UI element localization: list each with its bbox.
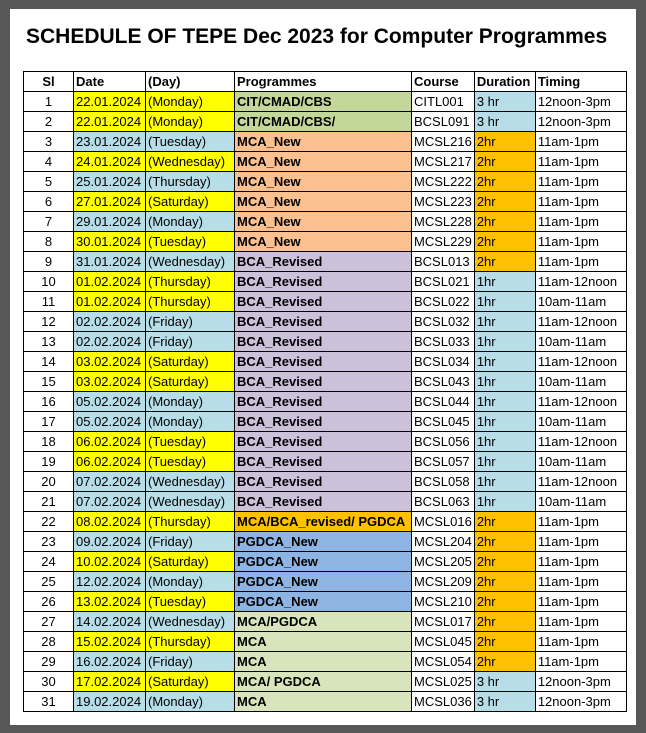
cell-timing[interactable]: 11am-1pm [535, 612, 626, 632]
cell-sl[interactable]: 2 [24, 112, 74, 132]
cell-sl[interactable]: 13 [24, 332, 74, 352]
table-row [24, 632, 627, 652]
cell-day[interactable]: (Wednesday) [146, 152, 235, 172]
cell-sl[interactable]: 22 [24, 512, 74, 532]
cell-course[interactable]: BCSL033 [412, 332, 475, 352]
cell-day[interactable]: (Thursday) [146, 272, 235, 292]
table-row [24, 92, 627, 112]
cell-timing[interactable]: 12noon-3pm [535, 692, 626, 712]
cell-day[interactable]: (Tuesday) [146, 132, 235, 152]
cell-programme[interactable]: BCA_Revised [235, 372, 412, 392]
cell-programme[interactable]: CIT/CMAD/CBS/ [235, 112, 412, 132]
cell-sl[interactable]: 7 [24, 212, 74, 232]
cell-course[interactable]: BCSL057 [412, 452, 475, 472]
cell-date[interactable]: 01.02.2024 [74, 292, 146, 312]
cell-day[interactable]: (Saturday) [146, 372, 235, 392]
cell-date[interactable]: 12.02.2024 [74, 572, 146, 592]
table-row [24, 272, 627, 292]
cell-timing[interactable]: 11am-1pm [535, 192, 626, 212]
cell-timing[interactable]: 12noon-3pm [535, 672, 626, 692]
table-row [24, 412, 627, 432]
cell-duration[interactable]: 2hr [474, 152, 535, 172]
page-title: SCHEDULE OF TEPE Dec 2023 for Computer Programmes [26, 25, 608, 48]
cell-day[interactable]: (Monday) [146, 412, 235, 432]
cell-timing[interactable]: 11am-1pm [535, 572, 626, 592]
cell-date[interactable]: 02.02.2024 [74, 312, 146, 332]
header-sl: Sl [24, 72, 74, 92]
table-row [24, 552, 627, 572]
cell-sl[interactable]: 31 [24, 692, 74, 712]
cell-sl[interactable]: 1 [24, 92, 74, 112]
cell-day[interactable]: (Monday) [146, 572, 235, 592]
cell-day[interactable]: (Saturday) [146, 192, 235, 212]
cell-programme[interactable]: MCA_New [235, 192, 412, 212]
cell-day[interactable]: (Monday) [146, 112, 235, 132]
cell-programme[interactable]: BCA_Revised [235, 452, 412, 472]
cell-timing[interactable]: 10am-11am [535, 372, 626, 392]
cell-sl[interactable]: 29 [24, 652, 74, 672]
cell-duration[interactable]: 1hr [474, 392, 535, 412]
cell-duration[interactable]: 2hr [474, 612, 535, 632]
header-day: (Day) [146, 72, 235, 92]
cell-duration[interactable]: 1hr [474, 372, 535, 392]
cell-course[interactable]: BCSL091 [412, 112, 475, 132]
cell-duration[interactable]: 1hr [474, 292, 535, 312]
table-row [24, 312, 627, 332]
table-row [24, 652, 627, 672]
cell-date[interactable]: 06.02.2024 [74, 432, 146, 452]
table-row [24, 452, 627, 472]
cell-duration[interactable]: 2hr [474, 232, 535, 252]
cell-sl[interactable]: 4 [24, 152, 74, 172]
cell-sl[interactable]: 18 [24, 432, 74, 452]
cell-day[interactable]: (Friday) [146, 312, 235, 332]
cell-course[interactable]: MCSL017 [412, 612, 475, 632]
cell-course[interactable]: MCSL205 [412, 552, 475, 572]
cell-sl[interactable]: 15 [24, 372, 74, 392]
cell-sl[interactable]: 9 [24, 252, 74, 272]
cell-day[interactable]: (Wednesday) [146, 492, 235, 512]
cell-duration[interactable]: 3 hr [474, 692, 535, 712]
cell-duration[interactable]: 1hr [474, 492, 535, 512]
cell-programme[interactable]: MCA/PGDCA [235, 612, 412, 632]
table-row [24, 692, 627, 712]
cell-course[interactable]: BCSL022 [412, 292, 475, 312]
cell-course[interactable]: CITL001 [412, 92, 475, 112]
cell-date[interactable]: 22.01.2024 [74, 92, 146, 112]
cell-timing[interactable]: 11am-12noon [535, 312, 626, 332]
cell-day[interactable]: (Thursday) [146, 292, 235, 312]
cell-course[interactable]: MCSL223 [412, 192, 475, 212]
cell-course[interactable]: MCSL045 [412, 632, 475, 652]
table-body [24, 92, 627, 712]
cell-course[interactable]: BCSL013 [412, 252, 475, 272]
cell-sl[interactable]: 3 [24, 132, 74, 152]
cell-day[interactable]: (Friday) [146, 532, 235, 552]
cell-date[interactable]: 07.02.2024 [74, 492, 146, 512]
cell-date[interactable]: 03.02.2024 [74, 372, 146, 392]
cell-day[interactable]: (Wednesday) [146, 252, 235, 272]
cell-programme[interactable]: BCA_Revised [235, 432, 412, 452]
table-row [24, 112, 627, 132]
header-course: Course [412, 72, 475, 92]
cell-sl[interactable]: 19 [24, 452, 74, 472]
cell-day[interactable]: (Thursday) [146, 172, 235, 192]
cell-day[interactable]: (Wednesday) [146, 472, 235, 492]
table-row [24, 492, 627, 512]
table-row [24, 292, 627, 312]
cell-day[interactable]: (Monday) [146, 692, 235, 712]
cell-timing[interactable]: 12noon-3pm [535, 92, 626, 112]
cell-course[interactable]: BCSL032 [412, 312, 475, 332]
cell-timing[interactable]: 11am-12noon [535, 472, 626, 492]
cell-date[interactable]: 30.01.2024 [74, 232, 146, 252]
cell-date[interactable]: 05.02.2024 [74, 412, 146, 432]
cell-sl[interactable]: 6 [24, 192, 74, 212]
cell-date[interactable]: 31.01.2024 [74, 252, 146, 272]
table-row [24, 392, 627, 412]
cell-duration[interactable]: 2hr [474, 212, 535, 232]
cell-date[interactable]: 19.02.2024 [74, 692, 146, 712]
cell-day[interactable]: (Saturday) [146, 672, 235, 692]
cell-course[interactable]: MCSL209 [412, 572, 475, 592]
cell-course[interactable]: MCSL228 [412, 212, 475, 232]
cell-timing[interactable]: 11am-12noon [535, 352, 626, 372]
cell-timing[interactable]: 11am-1pm [535, 632, 626, 652]
cell-duration[interactable]: 3 hr [474, 112, 535, 132]
cell-timing[interactable]: 11am-1pm [535, 532, 626, 552]
table-row [24, 172, 627, 192]
table-row [24, 592, 627, 612]
table-row [24, 372, 627, 392]
table-row [24, 472, 627, 492]
cell-course[interactable]: BCSL056 [412, 432, 475, 452]
cell-duration[interactable]: 1hr [474, 332, 535, 352]
cell-sl[interactable]: 21 [24, 492, 74, 512]
cell-date[interactable]: 10.02.2024 [74, 552, 146, 572]
cell-programme[interactable]: BCA_Revised [235, 412, 412, 432]
cell-date[interactable]: 24.01.2024 [74, 152, 146, 172]
cell-programme[interactable]: MCA/BCA_revised/ PGDCA [235, 512, 412, 532]
cell-programme[interactable]: MCA_New [235, 132, 412, 152]
cell-course[interactable]: BCSL044 [412, 392, 475, 412]
cell-programme[interactable]: BCA_Revised [235, 332, 412, 352]
cell-programme[interactable]: BCA_Revised [235, 492, 412, 512]
cell-timing[interactable]: 11am-1pm [535, 592, 626, 612]
cell-timing[interactable]: 11am-1pm [535, 512, 626, 532]
table-row [24, 132, 627, 152]
cell-timing[interactable]: 10am-11am [535, 492, 626, 512]
table-row [24, 232, 627, 252]
cell-day[interactable]: (Tuesday) [146, 232, 235, 252]
cell-sl[interactable]: 17 [24, 412, 74, 432]
cell-date[interactable]: 03.02.2024 [74, 352, 146, 372]
table-row [24, 152, 627, 172]
cell-programme[interactable]: PGDCA_New [235, 532, 412, 552]
cell-duration[interactable]: 1hr [474, 352, 535, 372]
cell-sl[interactable]: 11 [24, 292, 74, 312]
cell-sl[interactable]: 23 [24, 532, 74, 552]
table-row [24, 252, 627, 272]
cell-date[interactable]: 15.02.2024 [74, 632, 146, 652]
cell-sl[interactable]: 12 [24, 312, 74, 332]
cell-programme[interactable]: BCA_Revised [235, 392, 412, 412]
cell-timing[interactable]: 11am-12noon [535, 432, 626, 452]
cell-duration[interactable]: 2hr [474, 172, 535, 192]
spreadsheet-sheet [10, 9, 636, 725]
cell-duration[interactable]: 1hr [474, 412, 535, 432]
cell-duration[interactable]: 2hr [474, 512, 535, 532]
cell-date[interactable]: 02.02.2024 [74, 332, 146, 352]
table-row [24, 332, 627, 352]
table-row [24, 432, 627, 452]
cell-course[interactable]: BCSL058 [412, 472, 475, 492]
cell-duration[interactable]: 1hr [474, 432, 535, 452]
header-date: Date [74, 72, 146, 92]
cell-programme[interactable]: BCA_Revised [235, 472, 412, 492]
cell-sl[interactable]: 25 [24, 572, 74, 592]
cell-programme[interactable]: MCA/ PGDCA [235, 672, 412, 692]
cell-sl[interactable]: 27 [24, 612, 74, 632]
cell-course[interactable]: BCSL021 [412, 272, 475, 292]
cell-sl[interactable]: 14 [24, 352, 74, 372]
table-row [24, 572, 627, 592]
cell-course[interactable]: MCSL210 [412, 592, 475, 612]
cell-sl[interactable]: 26 [24, 592, 74, 612]
cell-course[interactable]: BCSL063 [412, 492, 475, 512]
cell-timing[interactable]: 11am-1pm [535, 652, 626, 672]
cell-date[interactable]: 06.02.2024 [74, 452, 146, 472]
cell-course[interactable]: BCSL045 [412, 412, 475, 432]
cell-day[interactable]: (Friday) [146, 652, 235, 672]
cell-course[interactable]: MCSL217 [412, 152, 475, 172]
cell-day[interactable]: (Saturday) [146, 352, 235, 372]
cell-duration[interactable]: 1hr [474, 452, 535, 472]
cell-programme[interactable]: BCA_Revised [235, 272, 412, 292]
cell-timing[interactable]: 11am-1pm [535, 172, 626, 192]
cell-course[interactable]: MCSL025 [412, 672, 475, 692]
cell-duration[interactable]: 2hr [474, 532, 535, 552]
cell-date[interactable]: 16.02.2024 [74, 652, 146, 672]
cell-programme[interactable]: MCA [235, 692, 412, 712]
cell-programme[interactable]: MCA_New [235, 232, 412, 252]
cell-day[interactable]: (Friday) [146, 332, 235, 352]
cell-timing[interactable]: 10am-11am [535, 412, 626, 432]
cell-duration[interactable]: 1hr [474, 272, 535, 292]
cell-course[interactable]: MCSL054 [412, 652, 475, 672]
cell-course[interactable]: MCSL222 [412, 172, 475, 192]
cell-day[interactable]: (Monday) [146, 92, 235, 112]
cell-date[interactable]: 05.02.2024 [74, 392, 146, 412]
cell-programme[interactable]: BCA_Revised [235, 252, 412, 272]
cell-timing[interactable]: 11am-1pm [535, 132, 626, 152]
cell-date[interactable]: 27.01.2024 [74, 192, 146, 212]
cell-programme[interactable]: PGDCA_New [235, 592, 412, 612]
cell-date[interactable]: 22.01.2024 [74, 112, 146, 132]
cell-duration[interactable]: 2hr [474, 592, 535, 612]
cell-course[interactable]: MCSL216 [412, 132, 475, 152]
cell-sl[interactable]: 30 [24, 672, 74, 692]
table-row [24, 212, 627, 232]
cell-day[interactable]: (Monday) [146, 212, 235, 232]
cell-sl[interactable]: 8 [24, 232, 74, 252]
cell-duration[interactable]: 2hr [474, 552, 535, 572]
cell-date[interactable]: 14.02.2024 [74, 612, 146, 632]
cell-programme[interactable]: CIT/CMAD/CBS [235, 92, 412, 112]
cell-programme[interactable]: PGDCA_New [235, 572, 412, 592]
cell-date[interactable]: 17.02.2024 [74, 672, 146, 692]
cell-date[interactable]: 29.01.2024 [74, 212, 146, 232]
cell-day[interactable]: (Tuesday) [146, 432, 235, 452]
cell-day[interactable]: (Monday) [146, 392, 235, 412]
cell-course[interactable]: MCSL229 [412, 232, 475, 252]
table-row [24, 532, 627, 552]
cell-timing[interactable]: 11am-1pm [535, 232, 626, 252]
cell-duration[interactable]: 2hr [474, 632, 535, 652]
cell-sl[interactable]: 5 [24, 172, 74, 192]
cell-timing[interactable]: 11am-1pm [535, 212, 626, 232]
table-row [24, 612, 627, 632]
cell-duration[interactable]: 3 hr [474, 92, 535, 112]
cell-course[interactable]: MCSL204 [412, 532, 475, 552]
cell-timing[interactable]: 10am-11am [535, 332, 626, 352]
table-row [24, 192, 627, 212]
table-row [24, 672, 627, 692]
cell-programme[interactable]: MCA [235, 652, 412, 672]
cell-day[interactable]: (Tuesday) [146, 452, 235, 472]
cell-timing[interactable]: 12noon-3pm [535, 112, 626, 132]
cell-day[interactable]: (Thursday) [146, 632, 235, 652]
cell-timing[interactable]: 10am-11am [535, 292, 626, 312]
cell-duration[interactable]: 2hr [474, 192, 535, 212]
cell-sl[interactable]: 16 [24, 392, 74, 412]
table-row [24, 352, 627, 372]
cell-date[interactable]: 13.02.2024 [74, 592, 146, 612]
cell-duration[interactable]: 2hr [474, 132, 535, 152]
cell-date[interactable]: 08.02.2024 [74, 512, 146, 532]
cell-duration[interactable]: 2hr [474, 652, 535, 672]
cell-course[interactable]: MCSL036 [412, 692, 475, 712]
cell-duration[interactable]: 2hr [474, 572, 535, 592]
cell-timing[interactable]: 11am-12noon [535, 272, 626, 292]
cell-day[interactable]: (Tuesday) [146, 592, 235, 612]
cell-day[interactable]: (Wednesday) [146, 612, 235, 632]
cell-timing[interactable]: 11am-1pm [535, 552, 626, 572]
cell-duration[interactable]: 3 hr [474, 672, 535, 692]
cell-date[interactable]: 23.01.2024 [74, 132, 146, 152]
cell-programme[interactable]: MCA_New [235, 152, 412, 172]
cell-day[interactable]: (Thursday) [146, 512, 235, 532]
header-row [24, 72, 627, 92]
cell-timing[interactable]: 11am-1pm [535, 152, 626, 172]
header-timing: Timing [535, 72, 626, 92]
cell-timing[interactable]: 10am-11am [535, 452, 626, 472]
table-row [24, 512, 627, 532]
cell-timing[interactable]: 11am-1pm [535, 252, 626, 272]
cell-sl[interactable]: 24 [24, 552, 74, 572]
cell-programme[interactable]: BCA_Revised [235, 312, 412, 332]
cell-course[interactable]: BCSL043 [412, 372, 475, 392]
cell-date[interactable]: 01.02.2024 [74, 272, 146, 292]
cell-timing[interactable]: 11am-12noon [535, 392, 626, 412]
cell-programme[interactable]: BCA_Revised [235, 292, 412, 312]
cell-date[interactable]: 25.01.2024 [74, 172, 146, 192]
cell-date[interactable]: 07.02.2024 [74, 472, 146, 492]
cell-duration[interactable]: 1hr [474, 312, 535, 332]
cell-programme[interactable]: BCA_Revised [235, 352, 412, 372]
header-programmes: Programmes [235, 72, 412, 92]
cell-programme[interactable]: MCA [235, 632, 412, 652]
cell-sl[interactable]: 10 [24, 272, 74, 292]
header-duration: Duration [474, 72, 535, 92]
cell-duration[interactable]: 2hr [474, 252, 535, 272]
cell-programme[interactable]: PGDCA_New [235, 552, 412, 572]
cell-duration[interactable]: 1hr [474, 472, 535, 492]
cell-course[interactable]: MCSL016 [412, 512, 475, 532]
cell-day[interactable]: (Saturday) [146, 552, 235, 572]
cell-sl[interactable]: 28 [24, 632, 74, 652]
cell-course[interactable]: BCSL034 [412, 352, 475, 372]
cell-sl[interactable]: 20 [24, 472, 74, 492]
cell-programme[interactable]: MCA_New [235, 212, 412, 232]
cell-programme[interactable]: MCA_New [235, 172, 412, 192]
cell-date[interactable]: 09.02.2024 [74, 532, 146, 552]
schedule-table [23, 71, 627, 712]
